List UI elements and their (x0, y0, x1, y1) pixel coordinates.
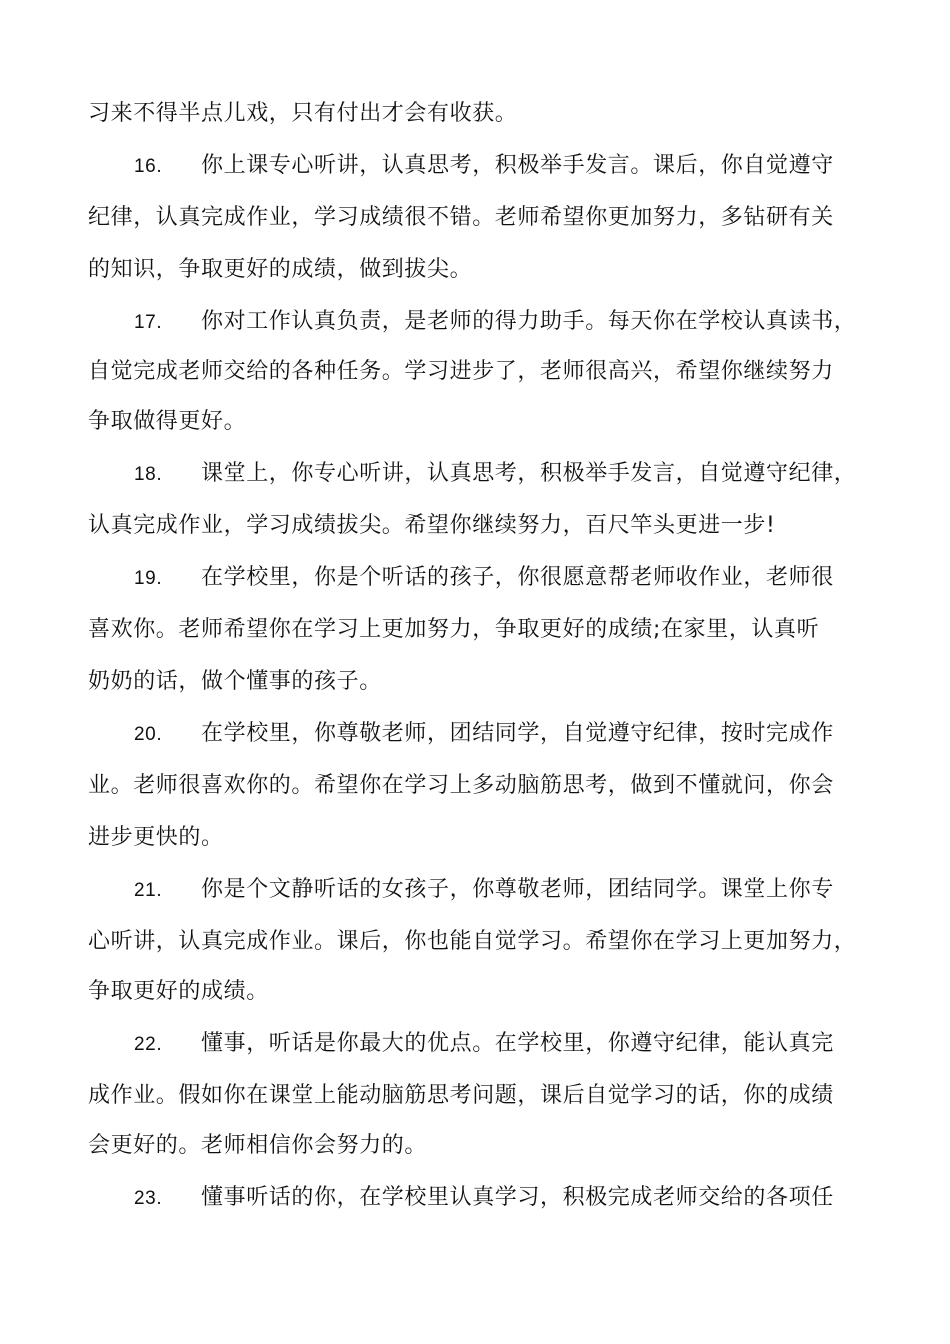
paragraph-text: 你是个文静听话的女孩子，你尊敬老师，团结同学。课堂上你专 (201, 877, 834, 902)
paragraph-line: 业。老师很喜欢你的。希望你在学习上多动脑筋思考，做到不懂就问，你会 (88, 773, 834, 798)
paragraph-first-line (134, 718, 868, 750)
paragraph-line: 奶奶的话，做个懂事的孩子。 (88, 669, 382, 694)
paragraph-text: 课堂上，你专心听讲，认真思考，积极举手发言，自觉遵守纪律， (201, 461, 857, 486)
item-number: 16. (134, 156, 163, 177)
paragraph-line: 争取做得更好。 (88, 409, 247, 434)
paragraph-text: 在学校里，你尊敬老师，团结同学，自觉遵守纪律，按时完成作 (201, 721, 834, 746)
paragraph-line: 喜欢你。老师希望你在学习上更加努力，争取更好的成绩;在家里，认真听 (88, 617, 820, 642)
item-number: 22. (134, 1034, 163, 1055)
paragraph-line: 心听讲，认真完成作业。课后，你也能自觉学习。希望你在学习上更加努力， (88, 929, 857, 954)
paragraph-first-line (134, 458, 868, 490)
paragraph-first-line (134, 150, 868, 182)
paragraph-text: 你上课专心听讲，认真思考，积极举手发言。课后，你自觉遵守 (201, 153, 834, 178)
paragraph-line: 争取更好的成绩。 (88, 979, 269, 1004)
paragraph-text: 在学校里，你是个听话的孩子，你很愿意帮老师收作业，老师很 (201, 565, 834, 590)
paragraph-line: 习来不得半点儿戏，只有付出才会有收获。 (88, 101, 518, 126)
paragraph-first-line (134, 562, 868, 594)
paragraph-line: 自觉完成老师交给的各种任务。学习进步了，老师很高兴，希望你继续努力 (88, 359, 834, 384)
item-number: 17. (134, 312, 163, 333)
paragraph-line: 成作业。假如你在课堂上能动脑筋思考问题，课后自觉学习的话，你的成绩 (88, 1083, 834, 1108)
paragraph-line: 认真完成作业，学习成绩拔尖。希望你继续努力，百尺竿头更进一步! (88, 513, 776, 538)
paragraph-line: 进步更快的。 (88, 825, 224, 850)
paragraph-first-line (134, 306, 868, 338)
item-number: 23. (134, 1188, 163, 1209)
paragraph-text: 懂事听话的你，在学校里认真学习，积极完成老师交给的各项任 (201, 1185, 834, 1210)
item-number: 18. (134, 464, 163, 485)
paragraph-first-line (134, 874, 868, 906)
item-number: 19. (134, 568, 163, 589)
paragraph-line: 会更好的。老师相信你会努力的。 (88, 1133, 428, 1158)
paragraph-first-line (134, 1028, 868, 1060)
paragraph-line: 的知识，争取更好的成绩，做到拔尖。 (88, 257, 473, 282)
paragraph-first-line (134, 1182, 868, 1214)
item-number: 21. (134, 880, 163, 901)
paragraph-text: 懂事，听话是你最大的优点。在学校里，你遵守纪律，能认真完 (201, 1031, 834, 1056)
paragraph-line: 纪律，认真完成作业，学习成绩很不错。老师希望你更加努力，多钻研有关 (88, 205, 834, 230)
item-number: 20. (134, 724, 163, 745)
paragraph-text: 你对工作认真负责，是老师的得力助手。每天你在学校认真读书， (201, 309, 857, 334)
